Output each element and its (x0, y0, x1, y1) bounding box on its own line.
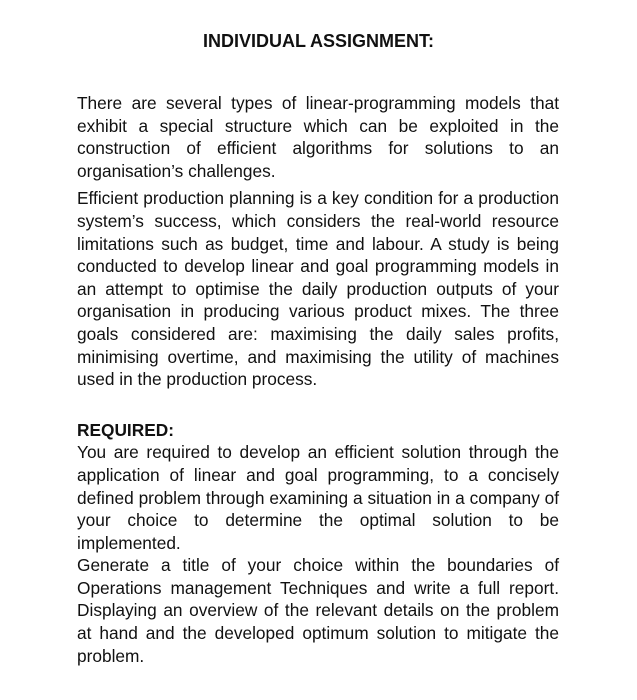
required-heading: REQUIRED: (77, 419, 174, 440)
production-planning-paragraph: Efficient production planning is a key condition for a production system’s success, which considers the real-world resource limitations such as budget, time and labour. A study is being conducted to develop linear and goal programming models in an attempt to optimise the daily production outputs of your organisation in producing various product mixes. The three goals considered are: maximising the daily sales profits, minimising overtime, and maximising the utility of machines used in the production process. (77, 188, 559, 390)
required-paragraph-solution: You are required to develop an efficient solution through the application of linear and goal programming, to a concisely defined problem through examining a situation in a company of your choice to determine the optimal solution to be implemented. (77, 442, 559, 553)
document-body (77, 92, 559, 667)
intro-paragraph: There are several types of linear-programming models that exhibit a special structure which can be exploited in the construction of efficient algorithms for solutions to an organisation’s challenges. (77, 93, 559, 181)
document-title: INDIVIDUAL ASSIGNMENT: (202, 31, 434, 51)
required-paragraph-report: Generate a title of your choice within the boundaries of Operations management Techniques and write a full report. Displaying an overview of the relevant details on the problem at hand and the developed optimum solution to mitigate the problem. (77, 555, 559, 666)
